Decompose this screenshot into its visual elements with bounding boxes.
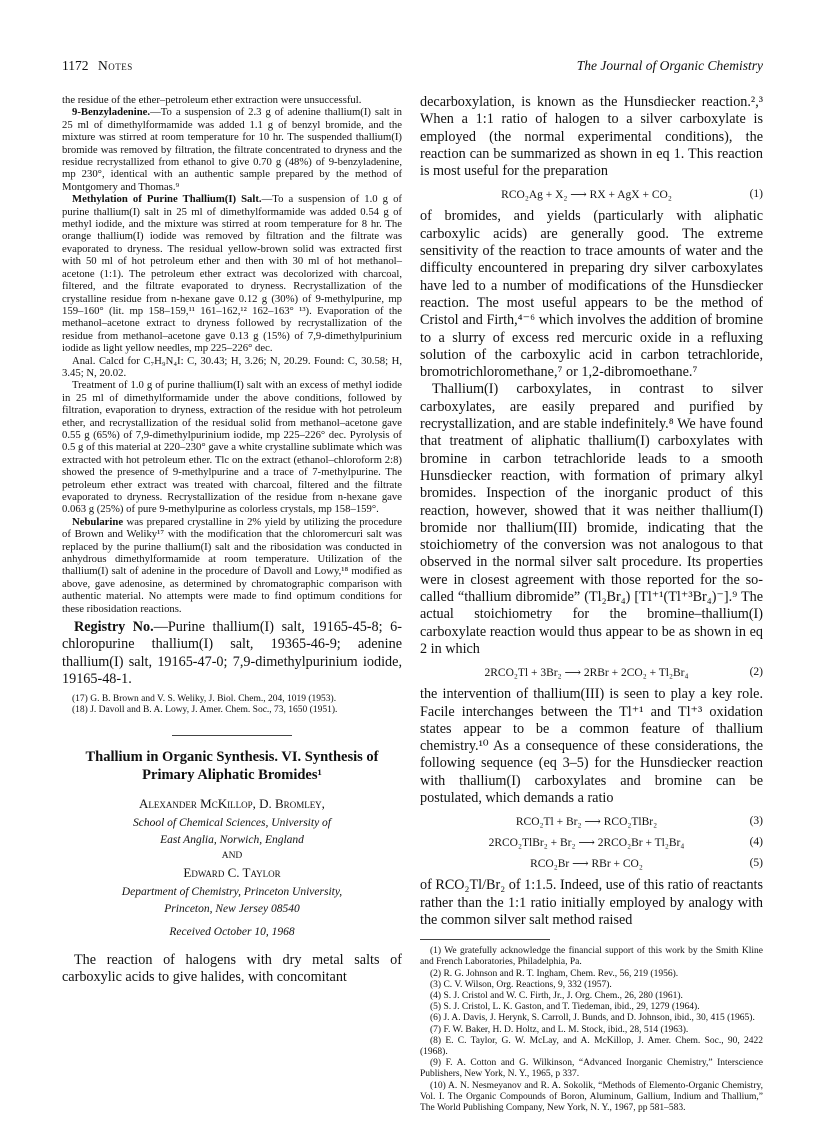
affiliation: Princeton, New Jersey 08540: [164, 902, 300, 915]
affiliation: Department of Chemistry, Princeton University,: [121, 885, 343, 898]
and-separator: AND: [221, 850, 243, 861]
footnote: (1) We gratefully acknowledge the financial support of this work by the Smith Kline and French Laboratories, Philadelphia, Pa.: [420, 946, 763, 968]
equation-number: (5): [749, 857, 763, 870]
reference: (17) G. B. Brown and V. S. Weliky, J. Biol. Chem., 204, 1019 (1953).: [72, 694, 337, 705]
footnote: (9) F. A. Cotton and G. Wilkinson, “Advanced Inorganic Chemistry,” Interscience Publishers, New York, N. Y., 1965, p 337.: [420, 1058, 763, 1080]
paragraph: Methylation of Purine Thallium(I) Salt.—To a suspension of 1.0 g of purine thallium(I) salt in 25 ml of dimethylformamide was added 0.54 g of methyl iodide, and the mixture was stirred at room temperature for 8 hr. The orange thallium(I) iodide was removed by filtration and the filtrate was evaporated to dryness. The residual yellow-brown solid was extracted first with 50 ml of hot petroleum ether and then with 30 ml of hot methanol–acetone (1:1). The petroleum ether extract was decolorized with charcoal, filtered, and the filtrate evaporated to dryness. Recrystallization of the crystalline residue from n-hexane gave 0.12 g (30%) of 9-methylpurine, mp 159–160° (lit. mp 158–159,¹¹ 161–162,¹² 162–163° ¹³). Evaporation of the methanol–acetone extract to dryness followed by recrystallization of the residue from methanol–acetone gave 0.13 g (15%) of 7,9-dimethylpurinium iodide as light yellow needles, mp 225–226° dec.: [62, 193, 402, 355]
footnote: (5) S. J. Cristol, L. K. Gaston, and T. Tiedeman, ibid., 29, 1279 (1964).: [430, 1002, 700, 1013]
equation-3: RCO₂Tl + Br₂ ⟶ RCO₂TlBr₂ (3): [515, 815, 763, 829]
registry-numbers: Registry No.—Purine thallium(I) salt, 19165-45-8; 6-chloropurine thallium(I) salt, 19365-46-9; adenine thallium(I) salt, 19165-47-0; 7,9-dimethylpurinium iodide, 19165-48-1.: [62, 619, 402, 687]
affiliation: East Anglia, Norwich, England: [160, 833, 304, 846]
paragraph: decarboxylation, is known as the Hunsdiecker reaction.²,³ When a 1:1 ratio of halogen to a silver carboxylate is employed (the normal experimental conditions), the reaction can be summarized as shown in eq 1. This reaction is most useful for the preparation: [420, 94, 763, 180]
footnote: (7) F. W. Baker, H. D. Holtz, and L. M. Stock, ibid., 28, 514 (1963).: [430, 1024, 689, 1035]
equation-number: (2): [749, 666, 763, 679]
paragraph: of RCO₂Tl/Br₂ of 1:1.5. Indeed, use of this ratio of reactants rather than the 1:1 ratio initially employed by analogy with the common silver salt method raised: [420, 877, 763, 928]
references: [62, 694, 402, 716]
subheading: Methylation of Purine Thallium(I) Salt.: [72, 193, 262, 206]
footnotes: [420, 946, 763, 1114]
article-title: Thallium in Organic Synthesis. VI. Synthesis of Primary Aliphatic Bromides¹: [85, 748, 379, 783]
equation-5: RCO₂Br ⟶ RBr + CO₂ (5): [530, 857, 763, 871]
footnote: (8) E. C. Taylor, G. W. McLay, and A. McKillop, J. Amer. Chem. Soc., 90, 2422 (1968).: [420, 1035, 763, 1057]
page-header: [62, 58, 763, 78]
equation-number: (3): [749, 815, 763, 828]
section-name: Notes: [98, 58, 133, 73]
equation-number: (1): [749, 188, 763, 201]
footnote: (4) S. J. Cristol and W. C. Firth, Jr., J. Org. Chem., 26, 280 (1961).: [430, 990, 683, 1001]
footnote: (2) R. G. Johnson and R. T. Ingham, Chem. Rev., 56, 219 (1956).: [430, 968, 679, 979]
footnote: (10) A. N. Nesmeyanov and R. A. Sokolik, “Methods of Elemento-Organic Chemistry, Vol. I. The Organic Compounds of Boron, Aluminum, Gallium, Indium and Thallium,” The World Publishing Company, New York, N. Y., 1967, pp 581–583.: [420, 1080, 763, 1114]
author-line: Alexander McKillop, D. Bromley,: [139, 795, 325, 811]
paragraph: Nebularine was prepared crystalline in 2% yield by utilizing the procedure of Brown and Weliky¹⁷ with the modification that the chloromercuri salt was replaced by the purine thallium(I) salt and the ribosidation was conducted in anhydrous dimethylformamide at room temperature. Utilization of the thallium(I) salt of adenine in the procedure of Davoll and Lowy,¹⁸ modified as above, gave adenosine, as determined by chromatographic comparison with authentic material. No attempts were made to find optimum conditions for these ribosidation reactions.: [62, 515, 402, 615]
right-column: [420, 94, 763, 1114]
paragraph: of bromides, and yields (particularly with aliphatic carboxylic acids) are generally good. The extreme sensitivity of the reaction to trace amounts of water and the difficulty encountered in preparing dry silver carboxylates have led to a number of modifications of the Hunsdiecker reaction. The most useful appears to be the method of Cristol and Firth,⁴⁻⁶ which involves the addition of bromine to a slurry of excess red mercuric oxide in a refluxing solution of the carboxylic acid in carbon tetrachloride, bromotrichloromethane,⁷ or 1,2-dibromoethane.⁷: [420, 208, 763, 381]
author-line: Edward C. Taylor: [183, 864, 281, 880]
subheading: Nebularine: [72, 515, 124, 528]
reference: (18) J. Davoll and B. A. Lowy, J. Amer. Chem. Soc., 73, 1650 (1951).: [72, 705, 338, 716]
paragraph: the intervention of thallium(III) is seen to play a key role. Facile interchanges between the Tl⁺¹ and Tl⁺³ oxidation states appear to be a common feature of thallium chemistry.¹⁰ As a consequence of these considerations, the following sequence (eq 3–5) for the Hunsdiecker reaction with thallium(I) carboxylates and bromine can be postulated, which demands a ratio: [420, 686, 763, 806]
equation-1: RCO₂Ag + X₂ ⟶ RX + AgX + CO₂ (1): [501, 188, 763, 202]
page-number: 1172: [62, 58, 89, 73]
received-date: Received October 10, 1968: [169, 925, 295, 938]
footnote: (3) C. V. Wilson, Org. Reactions, 9, 332 (1957).: [430, 979, 612, 990]
paragraph: Treatment of 1.0 g of purine thallium(I) salt with an excess of methyl iodide in 25 ml of dimethylformamide under the above conditions, followed by filtration, evaporation to dryness, extraction of the residue with hot petroleum ether, and recrystallization of the residual solid from methanol–acetone gave 0.55 g (65%) of 7,9-dimethylpurinium iodide, mp 225–226° dec. Pyrolysis of 0.5 g of this material at 220–230° gave a white crystalline sublimate which was extracted with hot petroleum ether. Tlc on the extract (ethanol–chloroform 2:8) showed the presence of 9-methylpurine and a trace of 7-methylpurine. The petroleum ether extract was treated with charcoal, filtered and the filtrate evaporated to dryness. Recrystallization of the residue from n-hexane gave 0.063 g (25%) of pure 9-methylpurine as colorless crystals, mp 158–159°.: [62, 379, 402, 516]
footnote: (6) J. A. Davis, J. Herynk, S. Carroll, J. Bunds, and D. Johnson, ibid., 30, 415 (1965).: [430, 1013, 755, 1024]
affiliation: School of Chemical Sciences, University of: [132, 816, 331, 829]
equation-2: 2RCO₂Tl + 3Br₂ ⟶ 2RBr + 2CO₂ + Tl₂Br₄ (2): [484, 666, 763, 680]
experimental-section: [62, 94, 402, 615]
paragraph: the residue of the ether–petroleum ether extraction were unsuccessful.: [62, 94, 362, 106]
footnote-rule: [420, 939, 550, 940]
paragraph: Thallium(I) carboxylates, in contrast to silver carboxylates, are easily prepared and purified by recrystallization, and are stable indefinitely.⁸ We have found that treatment of aliphatic thallium(I) carboxylates with bromine in carbon tetrachloride leads to a smooth Hunsdiecker reaction, with formation of primary alkyl bromides. Inspection of the inorganic product of this reaction, however, showed that it was neither thallium(I) bromide nor thallium(III) bromide, indicating that the stoichiometry of the conversion was not analogous to that observed in the normal silver salt procedure. Its properties were in closest agreement with those reported for the so-called “thallium dibromide” (Tl₂Br₄) [Tl⁺¹(Tl⁺³Br₄)⁻].⁹ The actual stoichiometry for the bromine–thallium(I) carboxylate reaction would thus appear to be as shown in eq 2 in which: [420, 381, 763, 657]
equation-number: (4): [749, 836, 763, 849]
analysis-paragraph: Anal. Calcd for C₇H₉N₄I: C, 30.43; H, 3.26; N, 20.29. Found: C, 30.58; H, 3.45; N, 20.02.: [62, 354, 402, 379]
subheading: 9-Benzyladenine.: [72, 106, 151, 119]
intro-paragraph: The reaction of halogens with dry metal salts of carboxylic acids to give halides, with concomitant: [62, 951, 402, 985]
equation-4: 2RCO₂TlBr₂ + Br₂ ⟶ 2RCO₂Br + Tl₂Br₄ (4): [488, 836, 763, 850]
registry-heading: Registry No.: [74, 619, 154, 636]
divider: [172, 735, 292, 736]
left-column: [62, 94, 402, 986]
journal-title: The Journal of Organic Chemistry: [576, 58, 763, 73]
paragraph: 9-Benzyladenine.—To a suspension of 2.3 g of adenine thallium(I) salt in 25 ml of dimethylformamide was added 1.1 g of benzyl bromide, and the mixture was stirred at room temperature for 10 hr. The suspended thallium(I) bromide was removed by filtration, the filtrate concentrated to dryness and the residue recrystallized from ethanol to give 0.70 g (48%) of 9-benzyladenine, mp 230°, identical with an authentic sample prepared by the method of Montgomery and Thomas.⁹: [62, 106, 402, 193]
